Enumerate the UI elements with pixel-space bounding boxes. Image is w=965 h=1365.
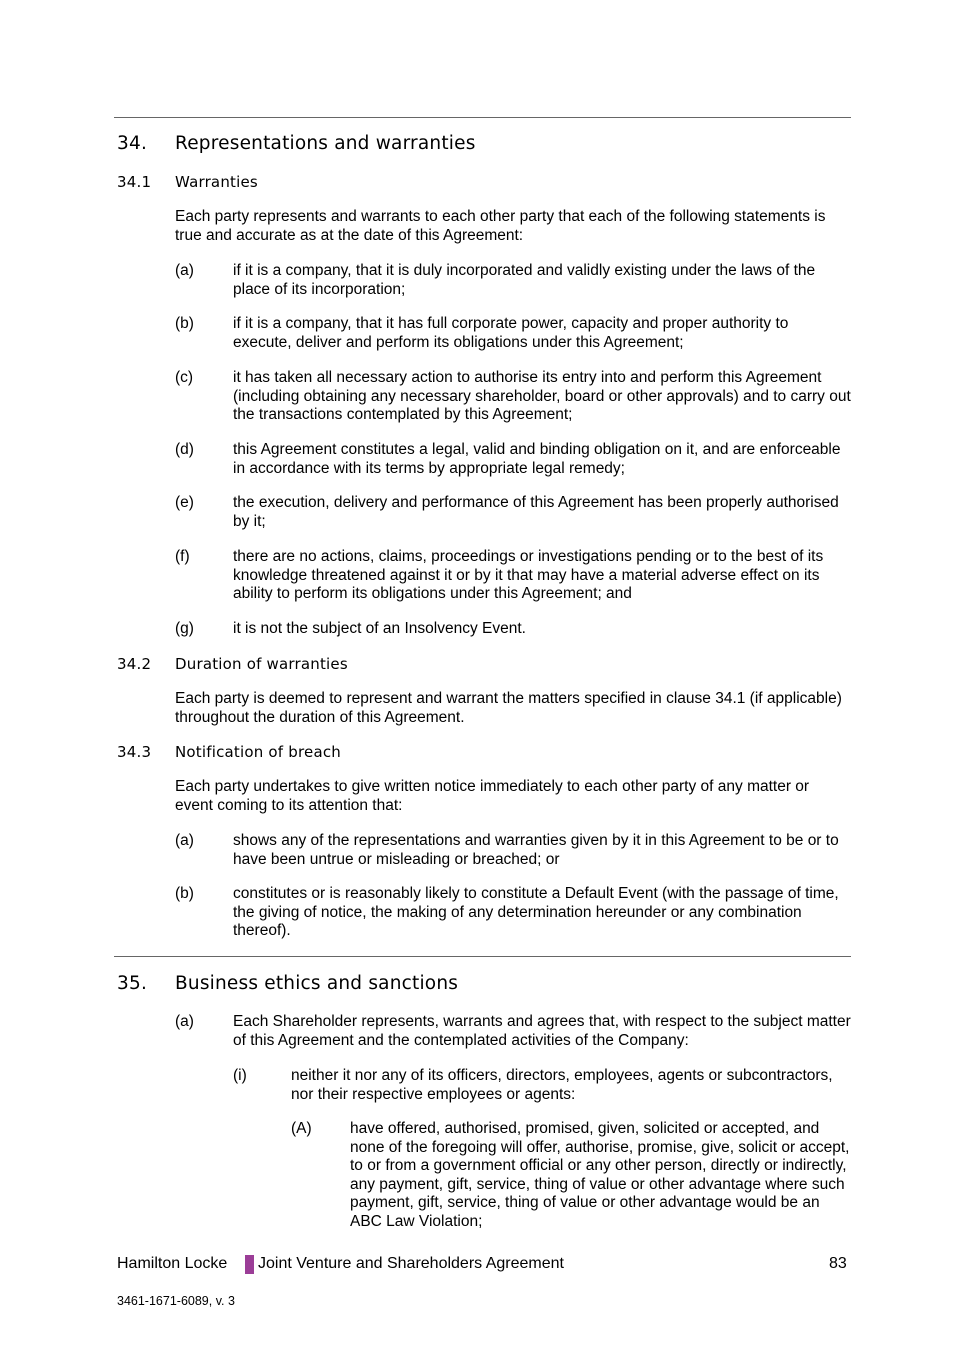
list-item-label: (e): [175, 494, 194, 511]
section-divider: [114, 956, 851, 957]
list-item-text: if it is a company, that it is duly incorporated and validly existing under the laws of the place of its incorporation;: [233, 262, 816, 298]
list-item-label: (f): [175, 548, 190, 565]
list-item-label: (a): [175, 832, 194, 849]
list-item-label: (a): [175, 1013, 194, 1030]
clause-intro: Each party represents and warrants to each other party that each of the following statements is true and accurate as at the date of this Agreement:: [175, 208, 826, 244]
footer-firm-name: Hamilton Locke: [117, 1255, 228, 1272]
subsublist-item-label: (A): [291, 1120, 312, 1137]
list-item-text: constitutes or is reasonably likely to constitute a Default Event (with the passage of time, the giving of notice, the making of any determination hereunder or any combination thereof).: [233, 885, 839, 939]
list-item-text: shows any of the representations and warranties given by it in this Agreement to be or to have been untrue or misleading or breached; or: [233, 832, 839, 868]
list-item-label: (b): [175, 885, 194, 902]
list-item-text: it is not the subject of an Insolvency Event.: [233, 620, 526, 637]
clause-text: Each party is deemed to represent and warrant the matters specified in clause 34.1 (if applicable) throughout the duration of this Agreement.: [175, 690, 842, 726]
list-item-label: (d): [175, 441, 194, 458]
clause-intro: Each party undertakes to give written notice immediately to each other party of any matter or event coming to its attention that:: [175, 778, 810, 814]
list-item-label: (c): [175, 369, 194, 386]
section-heading: Business ethics and sanctions: [175, 973, 459, 994]
list-item-text: there are no actions, claims, proceedings or investigations pending or to the best of its knowledge threatened against it or by it that may have a material adverse effect on its ability to perform its obligations under this Agreement; and: [233, 548, 824, 602]
clause-heading: Notification of breach: [175, 743, 341, 761]
list-item-label: (a): [175, 262, 194, 279]
clause-heading: Duration of warranties: [175, 655, 348, 673]
sublist-item-text: neither it nor any of its officers, directors, employees, agents or subcontractors, nor their respective employees or agents:: [291, 1067, 833, 1103]
list-item-text: this Agreement constitutes a legal, valid and binding obligation on it, and are enforceable in accordance with its terms by appropriate legal remedy;: [233, 441, 841, 477]
list-item-text: if it is a company, that it has full corporate power, capacity and proper authority to execute, deliver and perform its obligations under this Agreement;: [233, 315, 789, 351]
footer-document-title: Joint Venture and Shareholders Agreement: [258, 1255, 564, 1272]
sublist-item-label: (i): [233, 1067, 247, 1084]
list-item-label: (g): [175, 620, 194, 637]
clause-number: 34.2: [117, 655, 152, 673]
document-id: 3461-1671-6089, v. 3: [117, 1294, 235, 1308]
top-rule: [114, 117, 851, 118]
section-heading: Representations and warranties: [175, 133, 476, 154]
clause-heading: Warranties: [175, 173, 258, 191]
clause-number: 34.1: [117, 173, 152, 191]
section-number: 34.: [117, 133, 148, 154]
clause-number: 34.3: [117, 743, 152, 761]
subsublist-item-text: have offered, authorised, promised, given, solicited or accepted, and none of the foregoing will offer, authorise, promise, give, solicit or accept, to or from a government official or any other person, directly or indirectly, any payment, gift, service, thing of value or other advantage where such payment, gift, service, thing of value or other advantage would be an ABC Law Violation;: [350, 1120, 850, 1230]
list-item-text: it has taken all necessary action to authorise its entry into and perform this Agreement (including obtaining any necessary shareholder, board or other approvals) and to carry out the transactions contemplated by this Agreement;: [233, 369, 851, 423]
footer-accent-bar: [245, 1255, 254, 1274]
page-number: 83: [829, 1255, 847, 1272]
list-item-label: (b): [175, 315, 194, 332]
list-item-text: the execution, delivery and performance of this Agreement has been properly authorised by it;: [233, 494, 839, 530]
list-item-text: Each Shareholder represents, warrants and agrees that, with respect to the subject matter of this Agreement and the contemplated activities of the Company:: [233, 1013, 851, 1049]
section-number: 35.: [117, 973, 148, 994]
